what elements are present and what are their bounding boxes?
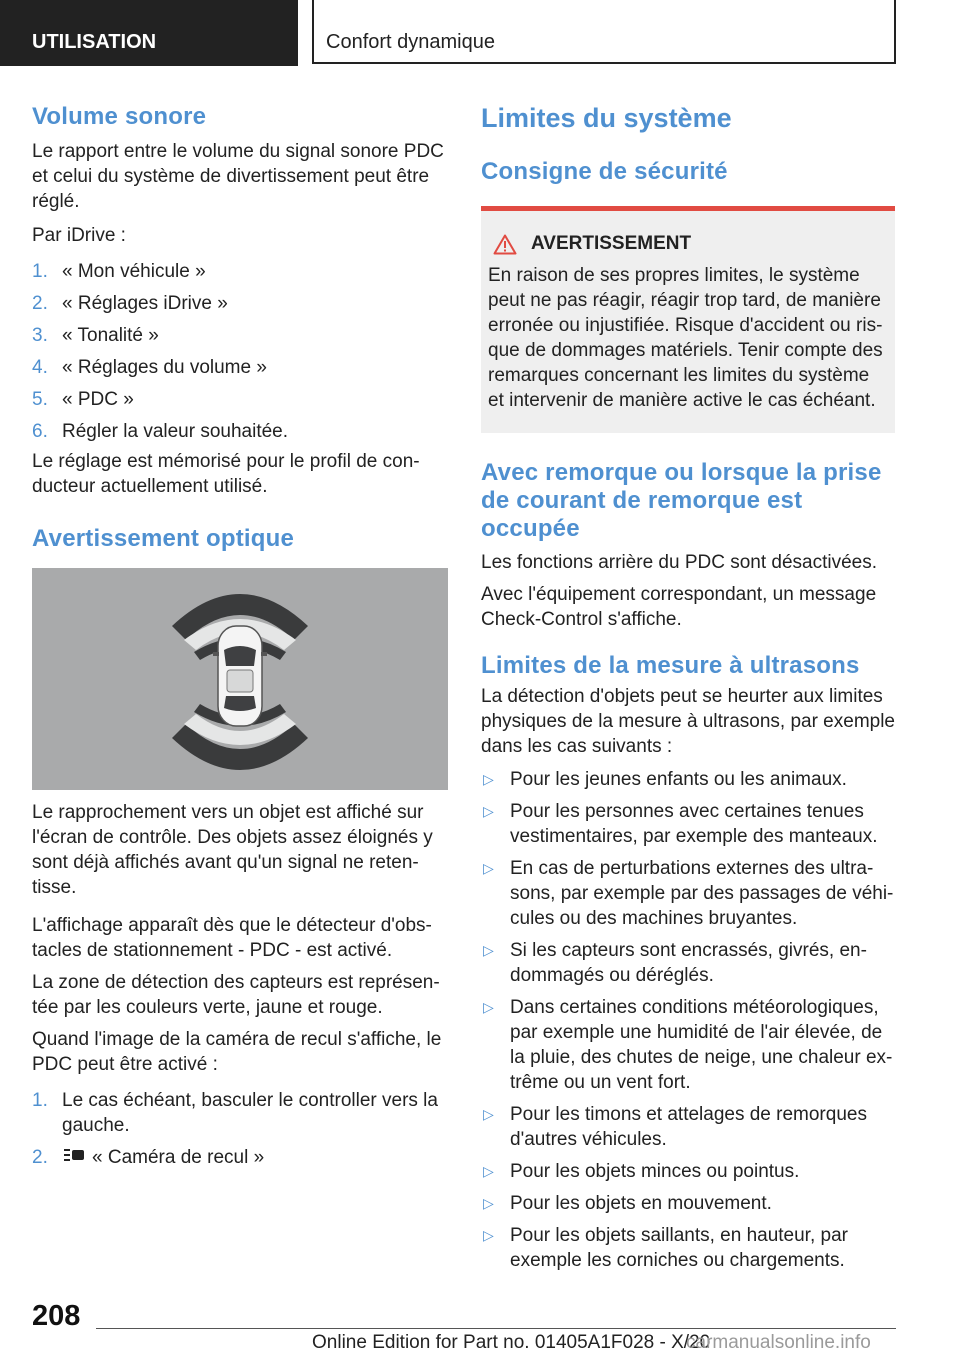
limites-heading: Limites du système xyxy=(481,103,732,133)
optique-steps xyxy=(32,1088,448,1170)
list-item: ▷ Si les capteurs sont encrassés, givrés, en-dommagés ou déréglés. xyxy=(483,940,867,986)
volume-heading: Volume sonore xyxy=(32,103,207,130)
list-item: ▷ Pour les jeunes enfants ou les animaux. xyxy=(483,769,847,790)
optique-p4: Quand l'image de la caméra de recul s'affiche, le PDC peut être activé : xyxy=(32,1029,442,1075)
list-item: ▷ En cas de perturbations externes des ultra-sons, par exemple par des passages de véhi-cules ou des machines bruyantes. xyxy=(483,858,894,929)
footer-divider xyxy=(96,1328,896,1329)
warning-label: AVERTISSEMENT xyxy=(531,233,692,254)
right-column xyxy=(481,100,895,1280)
volume-lead: Par iDrive : xyxy=(32,225,126,246)
safety-heading: Consigne de sécurité xyxy=(481,158,728,185)
ultrasons-list xyxy=(481,767,895,1273)
optique-p3: La zone de détection des capteurs est représen-tée par les couleurs verte, jaune et rouge. xyxy=(32,972,440,1018)
remorque-heading: Avec remorque ou lorsque la prise de courant de remorque est occupée xyxy=(481,459,882,542)
list-item: 2. « Réglages iDrive » xyxy=(32,293,228,314)
list-item: ▷ Dans certaines conditions météorologiques, par exemple une humidité de l'air élevée, de la pluie, des chutes de neige, une chaleur ex-trême ou un vent fort. xyxy=(483,997,893,1093)
camera-pdc-icon xyxy=(62,1145,92,1170)
list-item: 2. « Caméra de recul » xyxy=(32,1145,448,1170)
left-column xyxy=(32,100,448,1177)
list-item: 1. « Mon véhicule » xyxy=(32,261,206,282)
volume-intro: Le rapport entre le volume du signal sonore PDC et celui du système de divertissement peut être réglé. xyxy=(32,141,444,212)
list-item: 4. « Réglages du volume » xyxy=(32,357,267,378)
list-item: ▷ Pour les personnes avec certaines tenues vestimentaires, par exemple des manteaux. xyxy=(483,801,878,847)
optique-heading: Avertissement optique xyxy=(32,525,295,552)
watermark: carmanualsonline.info xyxy=(686,1332,871,1353)
chapter-title: Confort dynamique xyxy=(312,0,896,64)
warning-text: En raison de ses propres limites, le système peut ne pas réagir, réagir trop tard, de manière erronée ou injustifiée. Risque d'accident ou ris-que de dommages matériels. Tenir compte des remarques concernant les limites du système et intervenir de manière active le cas échéant. xyxy=(488,265,883,411)
list-item: ▷ Pour les objets minces ou pointus. xyxy=(483,1161,800,1182)
page-number: 208 xyxy=(32,1300,81,1332)
list-item: 3. « Tonalité » xyxy=(32,325,159,346)
page-header xyxy=(0,0,960,66)
volume-steps xyxy=(32,259,448,444)
ultrasons-intro: La détection d'objets peut se heurter aux limites physiques de la mesure à ultrasons, par exemple dans les cas suivants : xyxy=(481,686,896,757)
optique-p1: Le rapprochement vers un objet est affiché sur l'écran de contrôle. Des objets assez éloignés y sont déjà affichés avant qu'un signal ne reten-tisse. xyxy=(32,802,433,898)
list-item: ▷ Pour les timons et attelages de remorques d'autres véhicules. xyxy=(483,1104,867,1150)
list-item: 6. Régler la valeur souhaitée. xyxy=(32,421,289,442)
list-item: ▷ Pour les objets en mouvement. xyxy=(483,1193,772,1214)
warning-title xyxy=(488,233,888,255)
optique-p2: L'affichage apparaît dès que le détecteur d'obs-tacles de stationnement - PDC - est activé. xyxy=(32,915,432,961)
list-item: 5. « PDC » xyxy=(32,389,134,410)
section-tab: UTILISATION xyxy=(0,0,298,66)
ultrasons-heading: Limites de la mesure à ultrasons xyxy=(481,652,860,679)
remorque-p2: Avec l'équipement correspondant, un message Check-Control s'affiche. xyxy=(481,584,877,630)
remorque-p1: Les fonctions arrière du PDC sont désactivées. xyxy=(481,552,878,573)
car-sensor-icon xyxy=(32,568,448,790)
edition-text: Online Edition for Part no. 01405A1F028 - X/20 xyxy=(312,1332,711,1353)
pdc-illustration xyxy=(32,568,448,790)
page-footer xyxy=(0,1290,960,1362)
volume-note: Le réglage est mémorisé pour le profil de con-ducteur actuellement utilisé. xyxy=(32,451,420,497)
warning-triangle-icon xyxy=(493,234,517,255)
list-item: 1. Le cas échéant, basculer le controller vers la gauche. xyxy=(32,1090,438,1136)
list-item: ▷ Pour les objets saillants, en hauteur, par exemple les corniches ou chargements. xyxy=(483,1225,848,1271)
warning-box xyxy=(481,206,895,433)
